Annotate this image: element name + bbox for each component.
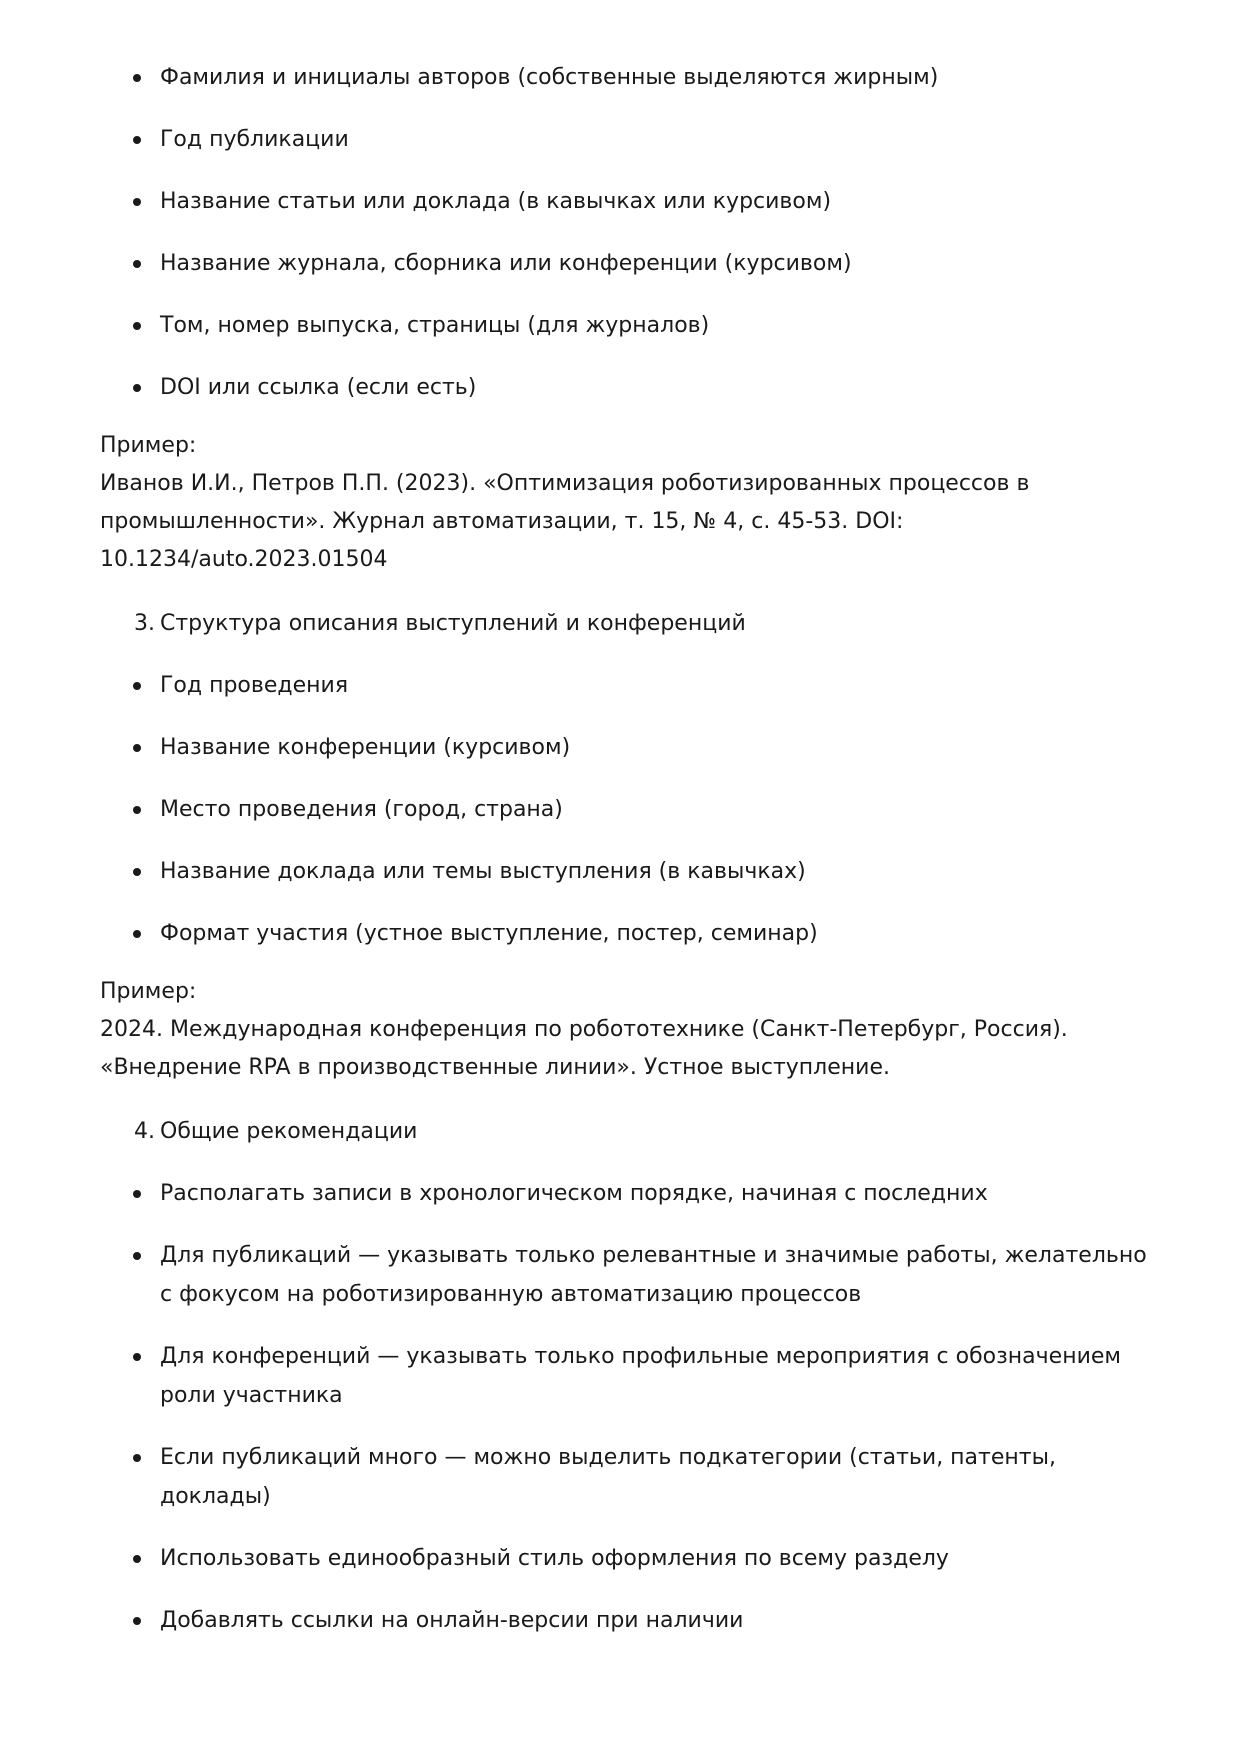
conference-example xyxy=(100,973,1160,1087)
example-text: 2024. Международная конференция по робототехнике (Санкт-Петербург, Россия). «Внедрение RPA в производственные линии». Устное выступление. xyxy=(100,1017,1068,1080)
list-item xyxy=(100,1174,1160,1213)
conference-fields-list xyxy=(100,666,1160,953)
list-item xyxy=(100,666,1160,705)
list-item xyxy=(100,244,1160,283)
recommendations-list xyxy=(100,1174,1160,1640)
list-item xyxy=(100,1601,1160,1640)
section-title: Структура описания выступлений и конференций xyxy=(160,611,746,636)
list-item-text: Том, номер выпуска, страницы (для журналов) xyxy=(160,313,710,338)
list-item-text: Название журнала, сборника или конференции (курсивом) xyxy=(160,251,852,276)
section-3-heading xyxy=(100,605,1160,643)
bullet-icon xyxy=(133,744,141,752)
bullet-icon xyxy=(133,682,141,690)
section-4-heading xyxy=(100,1113,1160,1151)
bullet-icon xyxy=(133,1353,141,1361)
list-item-text: Год проведения xyxy=(160,673,349,698)
list-item-text: Для конференций — указывать только профильные мероприятия с обозначением роли участника xyxy=(160,1344,1122,1408)
list-item-text: Для публикаций — указывать только релевантные и значимые работы, желательно с фокусом на роботизированную автоматизацию процессов xyxy=(160,1243,1147,1307)
list-item xyxy=(100,914,1160,953)
bullet-icon xyxy=(133,868,141,876)
list-item xyxy=(100,1539,1160,1578)
list-item xyxy=(100,1337,1160,1415)
list-item xyxy=(100,1236,1160,1314)
list-item xyxy=(100,306,1160,345)
list-item xyxy=(100,728,1160,767)
list-item xyxy=(100,58,1160,97)
bullet-icon xyxy=(133,1252,141,1260)
list-item-text: Название доклада или темы выступления (в кавычках) xyxy=(160,859,806,884)
list-item xyxy=(100,182,1160,221)
bullet-icon xyxy=(133,198,141,206)
list-item-text: Формат участия (устное выступление, постер, семинар) xyxy=(160,921,818,946)
bullet-icon xyxy=(133,260,141,268)
list-item-text: Если публикаций много — можно выделить подкатегории (статьи, патенты, доклады) xyxy=(160,1445,1056,1509)
section-number: 3. xyxy=(134,611,155,636)
list-item-text: Название конференции (курсивом) xyxy=(160,735,571,760)
list-item-text: Использовать единообразный стиль оформления по всему разделу xyxy=(160,1546,949,1571)
list-item xyxy=(100,120,1160,159)
list-item-text: DOI или ссылка (если есть) xyxy=(160,375,477,400)
list-item-text: Место проведения (город, страна) xyxy=(160,797,563,822)
list-item-text: Фамилия и инициалы авторов (собственные выделяются жирным) xyxy=(160,65,939,90)
bullet-icon xyxy=(133,322,141,330)
document-page xyxy=(100,58,1160,1663)
bullet-icon xyxy=(133,1454,141,1462)
list-item xyxy=(100,368,1160,407)
example-text: Иванов И.И., Петров П.П. (2023). «Оптимизация роботизированных процессов в промышленности». Журнал автоматизации, т. 15, № 4, с. 45-53. DOI: 10.1234/auto.2023.01504 xyxy=(100,471,1030,572)
bullet-icon xyxy=(133,1617,141,1625)
list-item xyxy=(100,790,1160,829)
example-label: Пример: xyxy=(100,979,197,1004)
section-title: Общие рекомендации xyxy=(160,1119,418,1144)
list-item-text: Располагать записи в хронологическом порядке, начиная с последних xyxy=(160,1181,988,1206)
bullet-icon xyxy=(133,930,141,938)
list-item-text: Название статьи или доклада (в кавычках или курсивом) xyxy=(160,189,832,214)
section-number: 4. xyxy=(134,1119,155,1144)
bullet-icon xyxy=(133,1190,141,1198)
bullet-icon xyxy=(133,74,141,82)
example-label: Пример: xyxy=(100,433,197,458)
bullet-icon xyxy=(133,136,141,144)
publication-example xyxy=(100,427,1160,579)
list-item-text: Добавлять ссылки на онлайн-версии при наличии xyxy=(160,1608,744,1633)
bullet-icon xyxy=(133,1555,141,1563)
bullet-icon xyxy=(133,806,141,814)
list-item xyxy=(100,852,1160,891)
bullet-icon xyxy=(133,384,141,392)
list-item xyxy=(100,1438,1160,1516)
publication-fields-list xyxy=(100,58,1160,407)
list-item-text: Год публикации xyxy=(160,127,349,152)
